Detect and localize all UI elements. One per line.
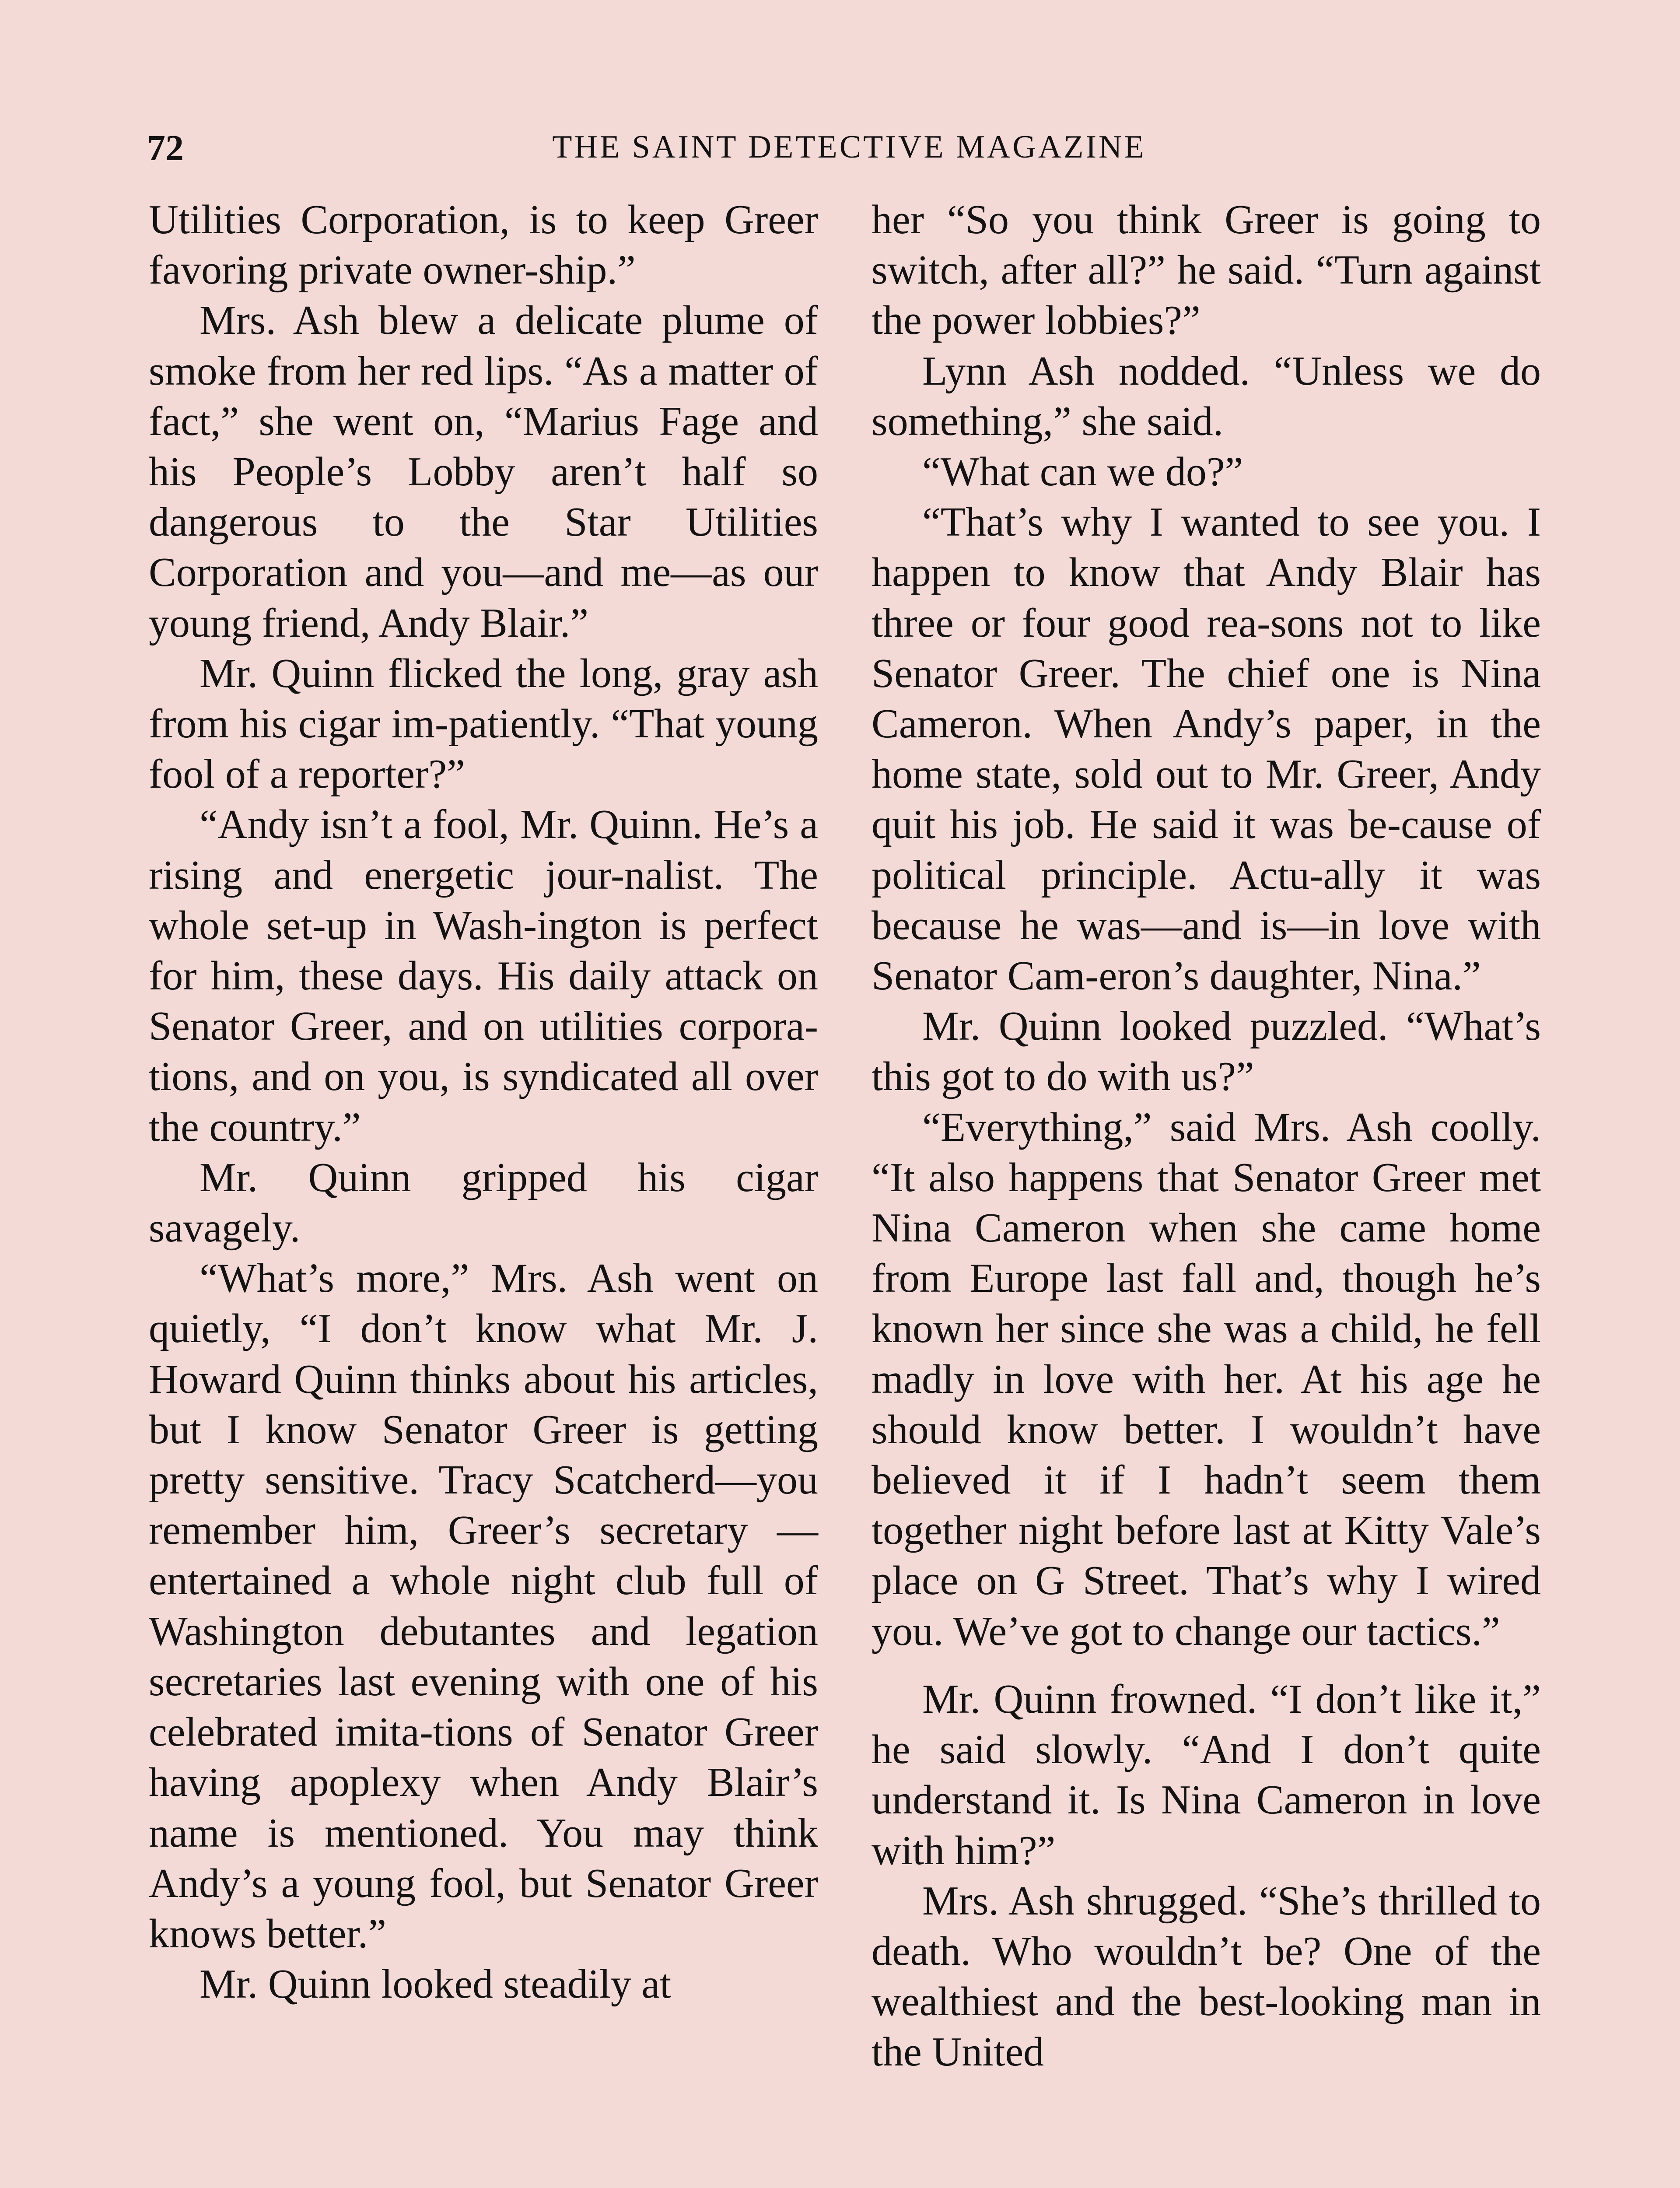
paragraph: Mrs. Ash blew a delicate plume of smoke from her red lips. “As a matter of fact,” she went on, “Marius Fage and his People’s Lobby aren’t half so dangerous to the Star Utilities Corporation and you—and me—as our young friend, Andy Blair.” — [149, 298, 818, 646]
paragraph: Mr. Quinn frowned. “I don’t like it,” he said slowly. “And I don’t quite understand it. Is Nina Cameron in love with him?” — [872, 1676, 1541, 1873]
paragraph: Lynn Ash nodded. “Unless we do something,” she said. — [872, 348, 1541, 444]
paragraph: “Andy isn’t a fool, Mr. Quinn. He’s a rising and energetic jour-nalist. The whole set-up in Wash-ington is perfect for him, these days. His daily attack on Senator Greer, and on utilities corpora-tions, and on you, is syndicated all over the country.” — [149, 802, 818, 1150]
paragraph: “What can we do?” — [922, 449, 1243, 495]
page-number: 72 — [147, 128, 184, 168]
paragraph: Mrs. Ash shrugged. “She’s thrilled to death. Who wouldn’t be? One of the wealthiest and the best-looking man in the United — [872, 1878, 1541, 2075]
paragraph: “What’s more,” Mrs. Ash went on quietly, “I don’t know what Mr. J. Howard Quinn thinks about his articles, but I know Senator Greer is getting pretty sensitive. Tracy Scatcherd—you remember him, Greer’s secretary —entertained a whole night club full of Washington debutantes and legation secretaries last evening with one of his celebrated imita-tions of Senator Greer having apoplexy when Andy Blair’s name is mentioned. You may think Andy’s a young fool, but Senator Greer knows better.” — [149, 1255, 818, 1957]
paragraph: “That’s why I wanted to see you. I happen to know that Andy Blair has three or four good rea-sons not to like Senator Greer. The chief one is Nina Cameron. When Andy’s paper, in the home state, sold out to Mr. Greer, Andy quit his job. He said it was be-cause of political principle. Actu-ally it was because he was—and is—in love with Senator Cam-eron’s daughter, Nina.” — [872, 499, 1541, 999]
page-header — [147, 127, 1551, 175]
paragraph: her “So you think Greer is going to switch, after all?” he said. “Turn against the power lobbies?” — [872, 197, 1541, 344]
paragraph: Mr. Quinn looked steadily at — [200, 1961, 672, 2007]
paragraph: “Everything,” said Mrs. Ash coolly. “It also happens that Senator Greer met Nina Cameron when she came home from Europe last fall and, though he’s known her since she was a child, he fell madly in love with her. At his age he should know better. I wouldn’t have believed it if I hadn’t seem them together night before last at Kitty Vale’s place on G Street. That’s why I wired you. We’ve got to change our tactics.” — [872, 1104, 1541, 1654]
paragraph: Mr. Quinn flicked the long, gray ash from his cigar im-patiently. “That young fool of a reporter?” — [149, 650, 818, 797]
right-column — [872, 195, 1541, 2078]
paragraph: Mr. Quinn looked puzzled. “What’s this got to do with us?” — [872, 1003, 1541, 1100]
paragraph: Utilities Corporation, is to keep Greer favoring private owner-ship.” — [149, 197, 818, 293]
running-head: THE SAINT DETECTIVE MAGAZINE — [552, 129, 1146, 165]
paragraph: Mr. Quinn gripped his cigar savagely. — [149, 1154, 818, 1251]
left-column — [149, 195, 818, 2009]
